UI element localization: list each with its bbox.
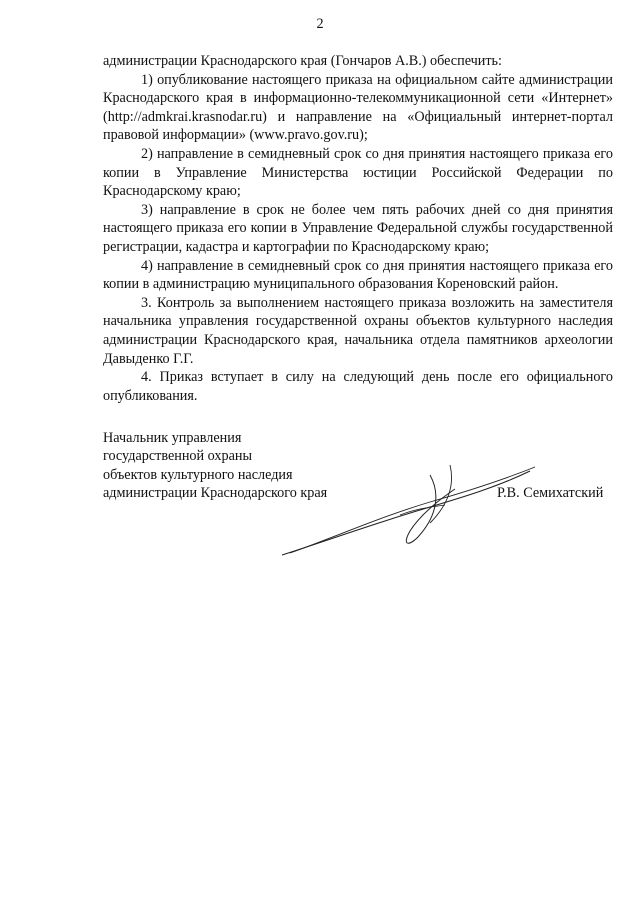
paragraph-control: 3. Контроль за выполнением настоящего приказа возложить на заместителя начальника управления государственной охраны объектов культурного наследия администрации Краснодарского края, начальника отдела памятников археологии Давыденко Г.Г. [103, 294, 613, 367]
signatory-name: Р.В. Семихатский [497, 485, 604, 501]
paragraph-item-2: 2) направление в семидневный срок со дня принятия настоящего приказа его копии в Управление Министерства юстиции Российской Федерации по Краснодарскому краю; [103, 145, 613, 200]
paragraph-item-3: 3) направление в срок не более чем пять рабочих дней со дня принятия настоящего приказа его копии в Управление Федеральной службы государственной регистрации, кадастра и картографии по Краснодарскому краю; [103, 201, 613, 255]
paragraph-item-4: 4) направление в семидневный срок со дня принятия настоящего приказа его копии в администрацию муниципального образования Кореновский район. [103, 257, 613, 293]
signatory-title-line: государственной охраны [103, 448, 253, 465]
signatory-title-line: Начальник управления [103, 430, 242, 446]
paragraph-intro: администрации Краснодарского края (Гончаров А.В.) обеспечить: [103, 53, 502, 69]
paragraph-item-1: 1) опубликование настоящего приказа на официальном сайте администрации Краснодарского края в информационно-телекоммуникационной сети «Интернет» (http://admkrai.krasnodar.ru) и направление на «Официальный интернет-портал правовой информации» (www.pravo.gov.ru); [103, 71, 613, 144]
handwritten-signature [280, 455, 540, 565]
signatory-title-line: администрации Краснодарского края [103, 485, 328, 502]
document-body [103, 52, 613, 405]
page-number: 2 [316, 16, 324, 32]
signatory-title-line: объектов культурного наследия [103, 466, 293, 483]
paragraph-effective: 4. Приказ вступает в силу на следующий день после его официального опубликования. [103, 369, 613, 404]
